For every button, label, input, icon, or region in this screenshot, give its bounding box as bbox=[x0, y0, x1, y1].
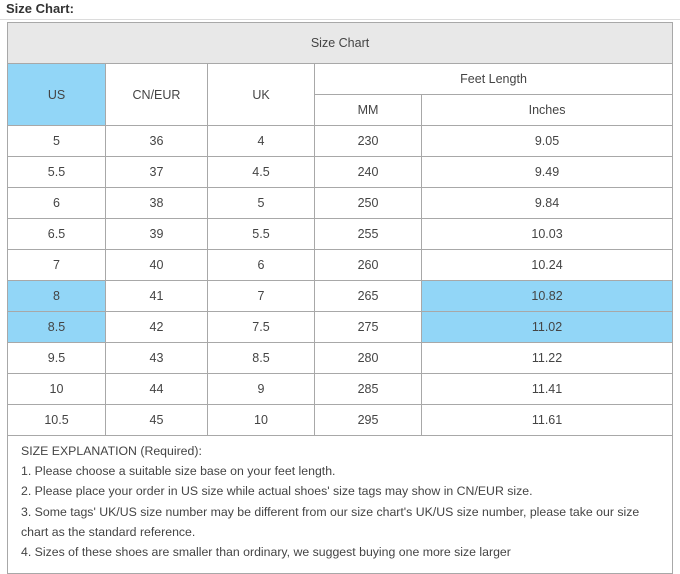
size-chart-table bbox=[7, 22, 673, 574]
cell-inches: 9.49 bbox=[422, 157, 673, 188]
table-row bbox=[8, 126, 673, 157]
cell-mm: 275 bbox=[315, 312, 422, 343]
cell-uk: 6 bbox=[208, 250, 315, 281]
table-header-row bbox=[8, 64, 673, 95]
note-item: 4. Sizes of these shoes are smaller than ordinary, we suggest buying one more size larger bbox=[21, 545, 511, 560]
cell-inches: 10.82 bbox=[422, 281, 673, 312]
cell-mm: 285 bbox=[315, 374, 422, 405]
table-row bbox=[8, 374, 673, 405]
table-row bbox=[8, 188, 673, 219]
cell-us: 7 bbox=[8, 250, 106, 281]
note-heading: SIZE EXPLANATION (Required): bbox=[21, 444, 202, 458]
cell-inches: 10.03 bbox=[422, 219, 673, 250]
cell-us: 10 bbox=[8, 374, 106, 405]
cell-us: 10.5 bbox=[8, 405, 106, 436]
cell-uk: 4 bbox=[208, 126, 315, 157]
table-row bbox=[8, 250, 673, 281]
cell-us: 9.5 bbox=[8, 343, 106, 374]
cell-cn-eur: 43 bbox=[106, 343, 208, 374]
cell-uk: 8.5 bbox=[208, 343, 315, 374]
note-item: 3. Some tags' UK/US size number may be different from our size chart's UK/US size number, please take our size chart as the standard reference. bbox=[21, 504, 640, 539]
header-uk: UK bbox=[208, 64, 315, 126]
cell-uk: 9 bbox=[208, 374, 315, 405]
note-item: 1. Please choose a suitable size base on your feet length. bbox=[21, 464, 336, 479]
cell-us: 8 bbox=[8, 281, 106, 312]
cell-mm: 230 bbox=[315, 126, 422, 157]
cell-cn-eur: 39 bbox=[106, 219, 208, 250]
table-row bbox=[8, 219, 673, 250]
cell-inches: 9.05 bbox=[422, 126, 673, 157]
cell-us: 6 bbox=[8, 188, 106, 219]
page-title: Size Chart: bbox=[6, 1, 74, 16]
cell-mm: 260 bbox=[315, 250, 422, 281]
table-row bbox=[8, 343, 673, 374]
header-mm: MM bbox=[315, 95, 422, 126]
cell-inches: 11.61 bbox=[422, 405, 673, 436]
cell-uk: 5 bbox=[208, 188, 315, 219]
table-row bbox=[8, 157, 673, 188]
cell-cn-eur: 37 bbox=[106, 157, 208, 188]
cell-cn-eur: 41 bbox=[106, 281, 208, 312]
cell-uk: 4.5 bbox=[208, 157, 315, 188]
cell-inches: 11.02 bbox=[422, 312, 673, 343]
cell-mm: 295 bbox=[315, 405, 422, 436]
cell-us: 8.5 bbox=[8, 312, 106, 343]
table-title: Size Chart bbox=[8, 23, 673, 64]
header-inches: Inches bbox=[422, 95, 673, 126]
cell-uk: 5.5 bbox=[208, 219, 315, 250]
cell-mm: 255 bbox=[315, 219, 422, 250]
table-title-row bbox=[8, 23, 673, 64]
page-header bbox=[0, 0, 680, 20]
cell-cn-eur: 38 bbox=[106, 188, 208, 219]
cell-uk: 10 bbox=[208, 405, 315, 436]
cell-inches: 9.84 bbox=[422, 188, 673, 219]
header-cn-eur: CN/EUR bbox=[106, 64, 208, 126]
table-row bbox=[8, 405, 673, 436]
cell-mm: 265 bbox=[315, 281, 422, 312]
cell-inches: 11.22 bbox=[422, 343, 673, 374]
table-row bbox=[8, 312, 673, 343]
cell-cn-eur: 44 bbox=[106, 374, 208, 405]
cell-cn-eur: 36 bbox=[106, 126, 208, 157]
notes-row bbox=[8, 436, 673, 574]
cell-us: 5 bbox=[8, 126, 106, 157]
cell-inches: 10.24 bbox=[422, 250, 673, 281]
cell-cn-eur: 45 bbox=[106, 405, 208, 436]
note-item: 2. Please place your order in US size while actual shoes' size tags may show in CN/EUR size. bbox=[21, 484, 533, 499]
header-feet-length: Feet Length bbox=[315, 64, 673, 95]
header-us: US bbox=[8, 64, 106, 126]
cell-cn-eur: 40 bbox=[106, 250, 208, 281]
table-row bbox=[8, 281, 673, 312]
cell-us: 5.5 bbox=[8, 157, 106, 188]
cell-uk: 7.5 bbox=[208, 312, 315, 343]
cell-mm: 240 bbox=[315, 157, 422, 188]
cell-mm: 250 bbox=[315, 188, 422, 219]
cell-cn-eur: 42 bbox=[106, 312, 208, 343]
size-explanation bbox=[8, 436, 673, 574]
cell-uk: 7 bbox=[208, 281, 315, 312]
cell-us: 6.5 bbox=[8, 219, 106, 250]
cell-mm: 280 bbox=[315, 343, 422, 374]
cell-inches: 11.41 bbox=[422, 374, 673, 405]
